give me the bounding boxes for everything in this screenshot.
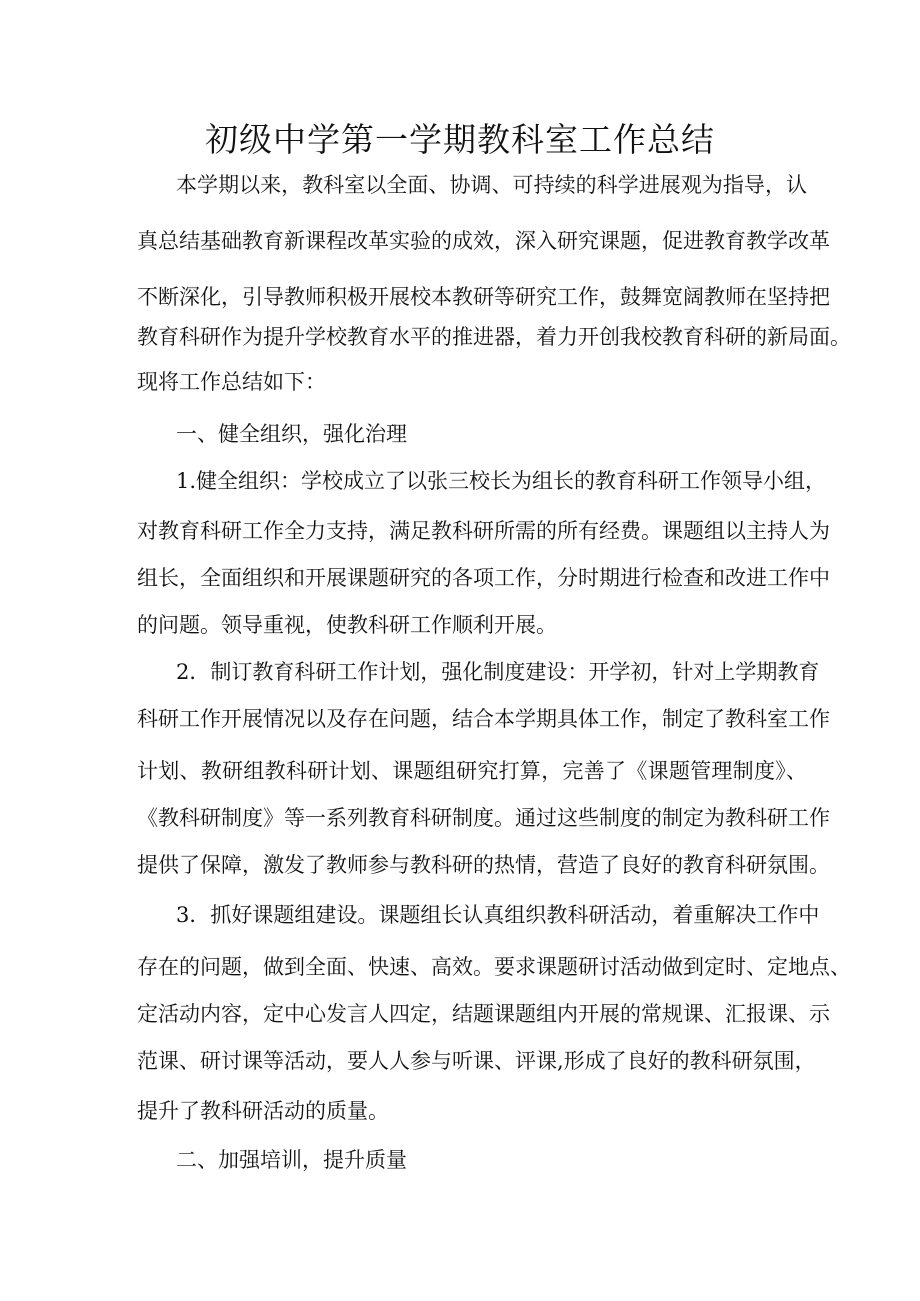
- paragraph-line: 2．制订教育科研工作计划，强化制度建设：开学初，针对上学期教育: [176, 660, 820, 684]
- paragraph-line: 真总结基础教育新课程改革实验的成效，深入研究课题，促进教育教学改革: [137, 229, 830, 253]
- paragraph-line: 提升了教科研活动的质量。: [137, 1099, 389, 1123]
- paragraph-line: 定活动内容，定中心发言人四定，结题课题组内开展的常规课、汇报课、示: [137, 1002, 830, 1026]
- paragraph-line: 对教育科研工作全力支持，满足教科研所需的所有经费。课题组以主持人为: [137, 519, 830, 543]
- document-title: 初级中学第一学期教科室工作总结: [205, 120, 715, 159]
- paragraph-line: 教育科研作为提升学校教育水平的推进器，着力开创我校教育科研的新局面。: [137, 325, 851, 349]
- paragraph-line: 组长，全面组织和开展课题研究的各项工作，分时期进行检查和改进工作中: [137, 566, 830, 590]
- paragraph-line: 不断深化，引导教师积极开展校本教研等研究工作，鼓舞宽阔教师在坚持把: [137, 285, 830, 309]
- paragraph-line: 存在的问题，做到全面、快速、高效。要求课题研讨活动做到定时、定地点、: [137, 955, 851, 979]
- section-heading: 二、加强培训，提升质量: [176, 1148, 407, 1172]
- paragraph-line: 计划、教研组教科研计划、课题组研究打算，完善了《课题管理制度》、: [137, 759, 807, 783]
- paragraph-line: 本学期以来，教科室以全面、协调、可持续的科学进展观为指导，认: [176, 173, 807, 197]
- paragraph-line: 现将工作总结如下：: [137, 370, 326, 394]
- paragraph-line: 范课、研讨课等活动，要人人参与听课、评课,形成了良好的教科研氛围，: [137, 1049, 816, 1073]
- paragraph-line: 《教科研制度》等一系列教育科研制度。通过这些制度的制定为教科研工作: [137, 806, 830, 830]
- paragraph-line: 科研工作开展情况以及存在问题，结合本学期具体工作，制定了教科室工作: [137, 707, 830, 731]
- paragraph-line: 3．抓好课题组建设。课题组长认真组织教科研活动，着重解决工作中: [176, 903, 820, 927]
- paragraph-line: 的问题。领导重视，使教科研工作顺利开展。: [137, 613, 557, 637]
- section-heading: 一、健全组织，强化治理: [176, 422, 407, 446]
- paragraph-line: 1.健全组织：学校成立了以张三校长为组长的教育科研工作领导小组，: [176, 469, 827, 493]
- paragraph-line: 提供了保障，激发了教师参与教科研的热情，营造了良好的教育科研氛围。: [137, 853, 830, 877]
